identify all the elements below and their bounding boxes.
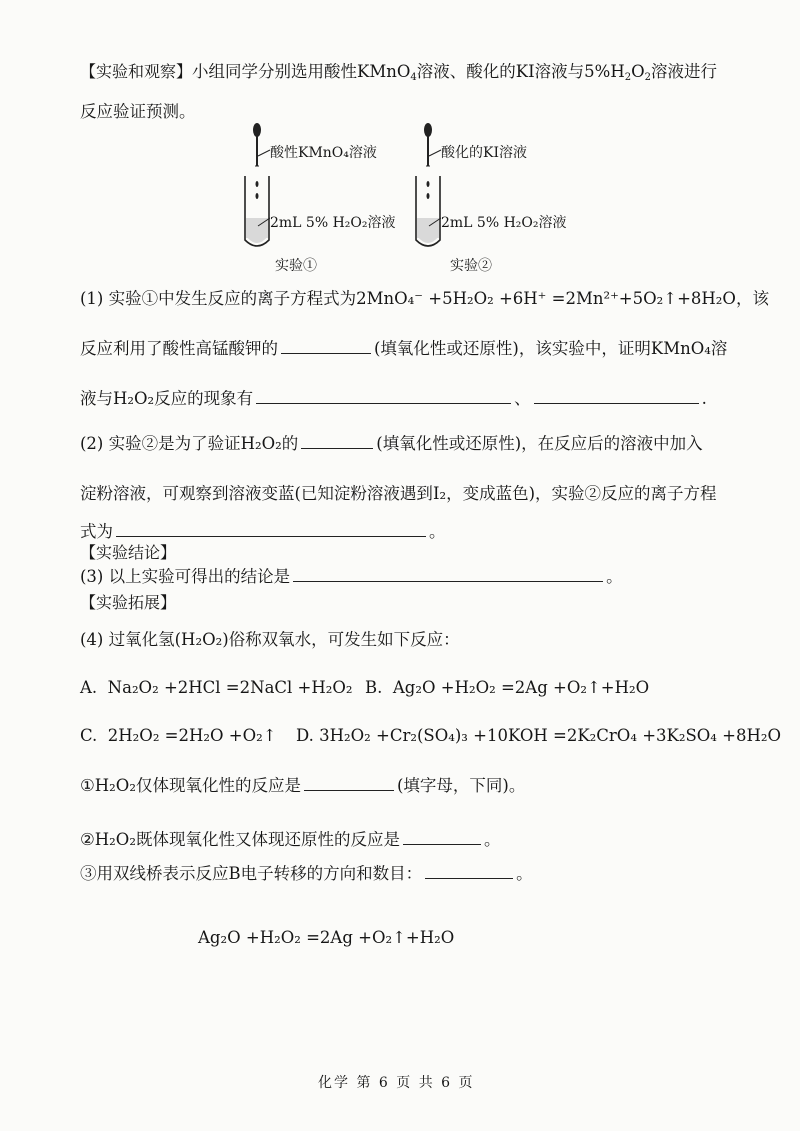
section-heading-conclusion: 【实验结论】 [80, 543, 177, 562]
sub2-blank[interactable] [403, 828, 481, 845]
q2-line-1: (2) 实验②是为了验证H₂O₂的 (填氧化性或还原性)，在反应后的溶液中加入 [80, 434, 703, 453]
tube-1-reagent-label: 酸性KMnO₄溶液 [270, 145, 377, 161]
test-tube-2-icon [416, 176, 440, 246]
q1-blank-3[interactable] [534, 387, 699, 404]
q2-blank-2[interactable] [116, 520, 426, 537]
option-d: D. 3H₂O₂ +Cr₂(SO₄)₃ +10KOH =2K₂CrO₄ +3K₂SO₄ +8H₂O [296, 726, 781, 745]
q1-line-1: (1) 实验①中发生反应的离子方程式为2MnO₄⁻ +5H₂O₂ +6H⁺ =2Mn²⁺+5O₂↑+8H₂O，该 [80, 289, 769, 308]
sub-question-1: ①H₂O₂仅体现氧化性的反应是 (填字母，下同)。 [80, 776, 526, 795]
intro-line-1: 【实验和观察】小组同学分别选用酸性KMnO$_4$溶液、酸化的KI溶液与$5\%H_2O_2$溶液进行 [80, 62, 717, 83]
q2-blank-1[interactable] [301, 432, 373, 449]
sub-question-3: ③用双线桥表示反应B电子转移的方向和数目： 。 [80, 864, 533, 883]
page-footer: 化学 第 6 页 共 6 页 [318, 1075, 475, 1091]
q1-blank-2[interactable] [256, 387, 511, 404]
test-tube-1-icon [245, 176, 269, 246]
final-equation: Ag₂O +H₂O₂ =2Ag +O₂↑+H₂O [198, 928, 455, 947]
option-b: B. Ag₂O +H₂O₂ =2Ag +O₂↑+H₂O [365, 678, 650, 697]
option-a: A. Na₂O₂ +2HCl =2NaCl +H₂O₂ [80, 678, 353, 697]
dropper-2-icon [424, 123, 432, 166]
tube-1-caption: 实验① [275, 258, 317, 274]
q1-line-3: 液与H₂O₂反应的现象有 、 . [80, 389, 707, 408]
section-heading-extension: 【实验拓展】 [80, 593, 177, 612]
intro-line-2: 反应验证预测。 [80, 102, 196, 121]
dropper-1-icon [253, 123, 261, 166]
tube-2-content-label: 2mL 5% H₂O₂溶液 [441, 215, 567, 231]
tube-2-caption: 实验② [450, 258, 492, 274]
option-c: C. 2H₂O₂ =2H₂O +O₂↑ [80, 726, 277, 745]
tube-1-content-label: 2mL 5% H₂O₂溶液 [270, 215, 396, 231]
q2-line-2: 淀粉溶液，可观察到溶液变蓝(已知淀粉溶液遇到I₂，变成蓝色)，实验②反应的离子方程 [80, 484, 717, 503]
q2-line-3: 式为 。 [80, 522, 446, 541]
q3-blank[interactable] [293, 565, 603, 582]
q1-line-2: 反应利用了酸性高锰酸钾的 (填氧化性或还原性)，该实验中，证明KMnO₄溶 [80, 339, 728, 358]
sub-question-2: ②H₂O₂既体现氧化性又体现还原性的反应是 。 [80, 830, 501, 849]
tube-2-reagent-label: 酸化的KI溶液 [441, 145, 527, 161]
section-heading-experiment: 【实验和观察】 [80, 62, 193, 81]
q4-line: (4) 过氧化氢(H₂O₂)俗称双氧水，可发生如下反应： [80, 630, 460, 649]
q1-equation: 2MnO₄⁻ +5H₂O₂ +6H⁺ =2Mn²⁺+5O₂↑+8H₂O [356, 289, 736, 308]
sub1-blank[interactable] [304, 774, 394, 791]
q1-blank-1[interactable] [281, 337, 371, 354]
sub3-blank[interactable] [425, 862, 513, 879]
q3-line: (3) 以上实验可得出的结论是 。 [80, 567, 623, 586]
